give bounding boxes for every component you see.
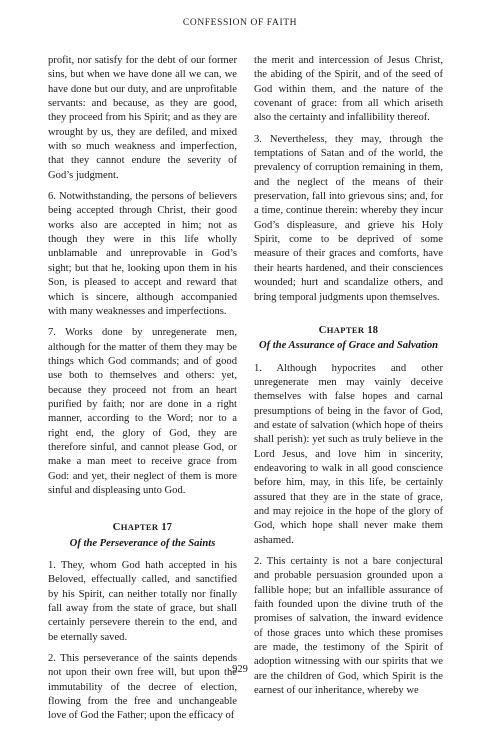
page-number: 929 <box>232 664 248 675</box>
paragraph: the merit and intercession of Jesus Christ, the abiding of the Spirit, and of the seed of God within them, and the nature of the covenant of grace: from all which ariseth also the certainty and infallibility thereof. <box>254 55 443 124</box>
chapter-label-initial: C <box>112 521 121 534</box>
chapter-number: 17 <box>161 522 173 534</box>
right-column <box>254 54 443 705</box>
chapter-label-initial: C <box>318 323 327 336</box>
paragraph: 2. This perseverance of the saints depends not upon their own free will, but upon the immutability of the decree of election, flowing from the free and unchangeable love of God the Father; upon the efficacy of <box>48 653 237 722</box>
chapter-label-rest: HAPTER <box>120 522 159 533</box>
chapter-heading <box>48 520 237 535</box>
paragraph: 3. Nevertheless, they may, through the temptations of Satan and of the world, the prevalency of corruption remaining in them, and the neglect of the means of their preservation, fall into grievous sins; and, for a time, continue therein: whereby they incur God’s displeasure, and grieve his Holy Spirit, come to be deprived of some measure of their graces and comforts, have their hearts hardened, and their consciences wounded; hurt and scandalize others, and bring temporal judgments upon themselves. <box>254 133 443 303</box>
chapter-label-rest: HAPTER <box>326 324 365 335</box>
paragraph: 1. Although hypocrites and other unregenerate men may vainly deceive themselves with false hopes and carnal presumptions of being in the favor of God, and estate of salvation (which hope of theirs shall perish): yet such as truly believe in the Lord Jesus, and love him in sincerity, endeavoring to walk in all good conscience before him, may, in this life, be certainly assured that they are in the state of grace, and may rejoice in the hope of the glory of God, which hope shall never make them ashamed. <box>254 362 443 546</box>
chapter-heading <box>254 323 443 338</box>
left-column <box>48 54 237 731</box>
chapter-title: Of the Assurance of Grace and Salvation <box>258 340 439 352</box>
running-head: CONFESSION OF FAITH <box>182 18 298 28</box>
paragraph: 2. This certainty is not a bare conjectural and probable persuasion grounded upon a fallible hope; but an infallible assurance of faith founded upon the divine truth of the promises of salvation, the inward evidence of those graces unto which these promises are made, the testimony of the Spirit of adoption witnessing with our spirits that we are the children of God, which Spirit is the earnest of our inheritance, whereby we <box>254 556 443 697</box>
paragraph: 6. Notwithstanding, the persons of believers being accepted through Christ, their good works also are accepted in him; not as though they were in this life wholly unblamable and unreprovable in God’s sight; but that he, looking upon them in his Son, is pleased to accept and reward that which is sincere, although accompanied with many weaknesses and imperfections. <box>48 191 237 317</box>
chapter-title: Of the Perseverance of the Saints <box>69 537 216 549</box>
paragraph: profit, nor satisfy for the debt of our former sins, but when we have done all we can, we have done but our duty, and are unprofitable servants: and because, as they are good, they proceed from his Spirit; and as they are wrought by us, they are defiled, and mixed with so much weakness and imperfection, that they cannot endure the severity of God’s judgment. <box>48 55 237 181</box>
paragraph: 1. They, whom God hath accepted in his Beloved, effectually called, and sanctified by his Spirit, can neither totally nor finally fall away from the state of grace, but shall certainly persevere therein to the end, and be eternally saved. <box>48 560 237 643</box>
paragraph: 7. Works done by unregenerate men, although for the matter of them they may be things which God commands; and of good use both to themselves and others: yet, because they proceed not from an heart purified by faith; nor are done in a right manner, according to the Word; nor to a right end, the glory of God, they are therefore sinful, and cannot please God, or make a man meet to receive grace from God: and yet, their neglect of them is more sinful and displeasing unto God. <box>48 327 237 496</box>
chapter-number: 18 <box>367 324 379 336</box>
